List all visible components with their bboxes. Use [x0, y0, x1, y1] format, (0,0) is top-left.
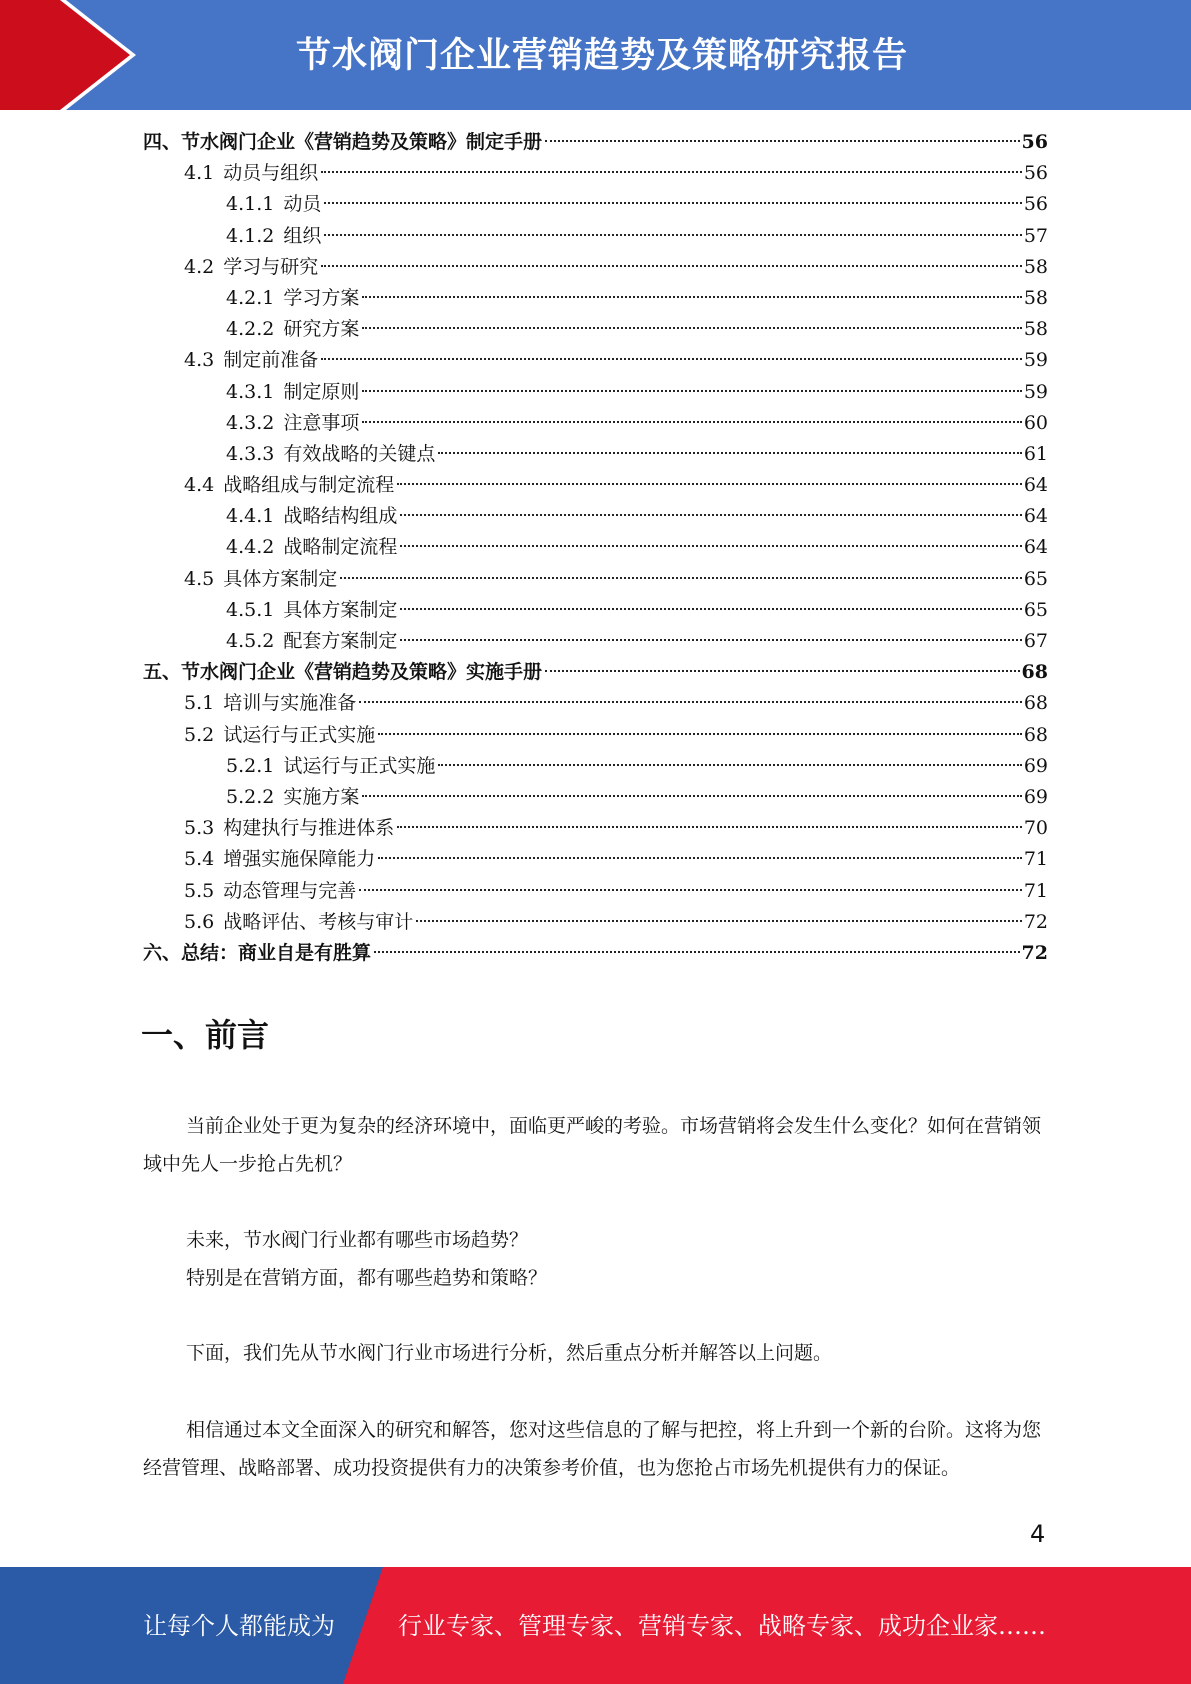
- toc-entry[interactable]: [143, 439, 1048, 470]
- footer-slogan-right: 行业专家、管理专家、营销专家、战略专家、成功企业家……: [398, 1612, 1046, 1640]
- table-of-contents: [143, 127, 1048, 969]
- toc-entry-page: 59: [1023, 380, 1048, 403]
- toc-entry-title: 动员: [283, 193, 322, 216]
- toc-entry-number: 4.4.1: [226, 505, 275, 528]
- toc-entry[interactable]: [143, 938, 1048, 969]
- toc-entry[interactable]: [143, 345, 1048, 376]
- toc-entry[interactable]: [143, 564, 1048, 595]
- toc-entry-title: 具体方案制定: [283, 598, 398, 621]
- toc-dot-leader: [400, 639, 1021, 641]
- toc-dot-leader: [438, 452, 1021, 454]
- toc-dot-leader: [400, 545, 1021, 547]
- toc-entry-title: 五、节水阀门企业《营销趋势及策略》实施手册: [143, 661, 543, 684]
- toc-dot-leader: [545, 140, 1020, 142]
- toc-entry-number: 4.1.2: [226, 224, 275, 247]
- toc-entry-title: 战略组成与制定流程: [223, 474, 395, 497]
- toc-entry-number: 4.3: [184, 349, 215, 372]
- toc-dot-leader: [362, 795, 1021, 797]
- toc-dot-leader: [359, 889, 1022, 891]
- toc-entry-title: 具体方案制定: [223, 567, 338, 590]
- toc-entry-number: 4.2.2: [226, 318, 275, 341]
- intro-paragraph: 当前企业处于更为复杂的经济环境中，面临更严峻的考验。市场营销将会发生什么变化？如何在营销领域中先人一步抢占先机？: [143, 1115, 1042, 1175]
- toc-entry-page: 71: [1023, 879, 1048, 902]
- toc-entry-title: 制定原则: [283, 380, 360, 403]
- question-market-trends: 未来，节水阀门行业都有哪些市场趋势？: [186, 1229, 529, 1251]
- toc-entry-page: 64: [1023, 474, 1048, 497]
- toc-entry-title: 增强实施保障能力: [223, 848, 376, 871]
- toc-dot-leader: [340, 577, 1022, 579]
- toc-entry-title: 注意事项: [283, 411, 360, 434]
- toc-entry-page: 58: [1023, 286, 1048, 309]
- toc-entry[interactable]: [143, 657, 1048, 688]
- toc-entry-page: 71: [1023, 848, 1048, 871]
- toc-entry-number: 5.2.2: [226, 785, 275, 808]
- toc-entry-title: 学习与研究: [223, 255, 319, 278]
- toc-entry-title: 研究方案: [283, 318, 360, 341]
- toc-entry-number: 4.5.2: [226, 630, 275, 652]
- document-title: 节水阀门企业营销趋势及策略研究报告: [296, 36, 909, 76]
- toc-entry-number: 4.3.3: [226, 442, 275, 465]
- toc-entry[interactable]: [143, 221, 1048, 252]
- toc-dot-leader: [416, 920, 1022, 922]
- toc-entry-number: 5.2: [184, 723, 215, 746]
- toc-entry[interactable]: [143, 844, 1048, 875]
- toc-entry-page: 61: [1023, 442, 1048, 465]
- toc-entry[interactable]: [143, 158, 1048, 189]
- toc-entry-title: 构建执行与推进体系: [223, 817, 395, 840]
- toc-entry[interactable]: [143, 782, 1048, 813]
- toc-entry-number: 4.1.1: [226, 193, 275, 216]
- toc-entry-number: 5.6: [184, 910, 215, 933]
- toc-entry-page: 72: [1021, 941, 1048, 964]
- toc-entry-page: 69: [1023, 754, 1048, 777]
- toc-entry-title: 配套方案制定: [283, 630, 398, 652]
- toc-entry-title: 实施方案: [283, 785, 360, 808]
- footer-slogan-left: 让每个人都能成为: [143, 1612, 335, 1640]
- toc-entry[interactable]: [143, 720, 1048, 751]
- toc-entry-number: 4.1: [184, 162, 215, 185]
- toc-entry[interactable]: [143, 532, 1048, 563]
- toc-entry-title: 战略评估、考核与审计: [223, 910, 414, 933]
- toc-entry-page: 60: [1023, 411, 1048, 434]
- toc-entry-page: 70: [1023, 817, 1048, 840]
- toc-entry-page: 59: [1023, 349, 1048, 372]
- toc-dot-leader: [321, 171, 1022, 173]
- toc-entry-title: 战略结构组成: [283, 505, 398, 528]
- toc-entry[interactable]: [143, 127, 1048, 158]
- toc-entry[interactable]: [143, 470, 1048, 501]
- toc-entry[interactable]: [143, 283, 1048, 314]
- toc-entry-number: 5.3: [184, 817, 215, 840]
- toc-entry[interactable]: [143, 626, 1048, 657]
- analysis-paragraph: 下面，我们先从节水阀门行业市场进行分析，然后重点分析并解答以上问题。: [186, 1342, 833, 1364]
- toc-dot-leader: [378, 733, 1022, 735]
- toc-entry-number: 4.3.2: [226, 411, 275, 434]
- toc-entry-title: 试运行与正式实施: [283, 754, 436, 777]
- toc-entry[interactable]: [143, 377, 1048, 408]
- header-chevron-decoration: [0, 0, 160, 110]
- toc-entry-number: 4.4.2: [226, 536, 275, 559]
- toc-entry-page: 57: [1023, 224, 1048, 247]
- toc-dot-leader: [359, 701, 1022, 703]
- page-number: 4: [1030, 1520, 1046, 1548]
- toc-entry[interactable]: [143, 189, 1048, 220]
- toc-entry-title: 培训与实施准备: [223, 692, 357, 715]
- toc-dot-leader: [362, 421, 1021, 423]
- toc-dot-leader: [324, 234, 1021, 236]
- toc-entry[interactable]: [143, 501, 1048, 532]
- toc-entry-page: 68: [1023, 692, 1048, 715]
- toc-entry-title: 四、节水阀门企业《营销趋势及策略》制定手册: [143, 131, 543, 153]
- toc-dot-leader: [321, 265, 1022, 267]
- question-marketing-strategies: 特别是在营销方面，都有哪些趋势和策略？: [186, 1267, 548, 1289]
- toc-entry-title: 学习方案: [283, 286, 360, 309]
- toc-entry-title: 动员与组织: [223, 162, 319, 185]
- toc-entry-page: 56: [1023, 193, 1048, 216]
- toc-entry[interactable]: [143, 252, 1048, 283]
- toc-entry-title: 动态管理与完善: [223, 879, 357, 902]
- toc-entry-page: 64: [1023, 505, 1048, 528]
- toc-entry-number: 5.5: [184, 879, 215, 902]
- toc-entry-number: 4.2: [184, 255, 215, 278]
- toc-entry-page: 69: [1023, 785, 1048, 808]
- toc-entry-number: 5.2.1: [226, 754, 275, 777]
- toc-entry[interactable]: [143, 688, 1048, 719]
- toc-dot-leader: [400, 608, 1021, 610]
- toc-dot-leader: [438, 764, 1021, 766]
- toc-entry[interactable]: [143, 314, 1048, 345]
- toc-entry-number: 5.4: [184, 848, 215, 871]
- toc-dot-leader: [362, 296, 1021, 298]
- toc-entry[interactable]: [143, 408, 1048, 439]
- toc-entry-number: 4.3.1: [226, 380, 275, 403]
- toc-entry-page: 56: [1021, 131, 1048, 153]
- toc-entry-number: 4.4: [184, 474, 215, 497]
- toc-dot-leader: [324, 202, 1021, 204]
- toc-dot-leader: [400, 514, 1021, 516]
- toc-entry[interactable]: [143, 751, 1048, 782]
- toc-entry-page: 64: [1023, 536, 1048, 559]
- toc-dot-leader: [378, 857, 1022, 859]
- toc-entry-title: 制定前准备: [223, 349, 319, 372]
- conclusion-paragraph: 相信通过本文全面深入的研究和解答，您对这些信息的了解与把控，将上升到一个新的台阶。这将为您经营管理、战略部署、成功投资提供有力的决策参考价值，也为您抢占市场先机提供有力的保证。: [143, 1419, 1042, 1479]
- toc-entry-page: 56: [1023, 162, 1048, 185]
- toc-entry[interactable]: [143, 595, 1048, 626]
- toc-entry-number: 4.5: [184, 567, 215, 590]
- toc-entry[interactable]: [143, 876, 1048, 907]
- section-heading: 一、前言: [141, 1016, 270, 1054]
- toc-dot-leader: [545, 670, 1020, 672]
- toc-dot-leader: [397, 826, 1022, 828]
- page-header: [0, 0, 1191, 110]
- toc-dot-leader: [362, 390, 1021, 392]
- toc-entry-page: 68: [1023, 723, 1048, 746]
- toc-entry-title: 试运行与正式实施: [223, 723, 376, 746]
- toc-entry-title: 战略制定流程: [283, 536, 398, 559]
- toc-entry-number: 5.1: [184, 692, 215, 715]
- toc-entry-title: 有效战略的关键点: [283, 442, 436, 465]
- toc-entry-page: 67: [1023, 630, 1048, 652]
- toc-entry-page: 65: [1023, 598, 1048, 621]
- toc-entry-title: 组织: [283, 224, 322, 247]
- toc-dot-leader: [321, 358, 1022, 360]
- toc-entry-page: 65: [1023, 567, 1048, 590]
- toc-entry-page: 58: [1023, 255, 1048, 278]
- toc-dot-leader: [397, 483, 1022, 485]
- toc-entry[interactable]: [143, 907, 1048, 938]
- toc-dot-leader: [374, 951, 1020, 953]
- toc-entry-page: 58: [1023, 318, 1048, 341]
- page-footer: [0, 1567, 1191, 1684]
- toc-entry-page: 72: [1023, 910, 1048, 933]
- toc-entry-title: 六、总结：商业自是有胜算: [143, 941, 372, 964]
- toc-entry-number: 4.5.1: [226, 598, 275, 621]
- toc-dot-leader: [362, 327, 1021, 329]
- toc-entry-number: 4.2.1: [226, 286, 275, 309]
- toc-entry[interactable]: [143, 813, 1048, 844]
- toc-entry-page: 68: [1021, 661, 1048, 684]
